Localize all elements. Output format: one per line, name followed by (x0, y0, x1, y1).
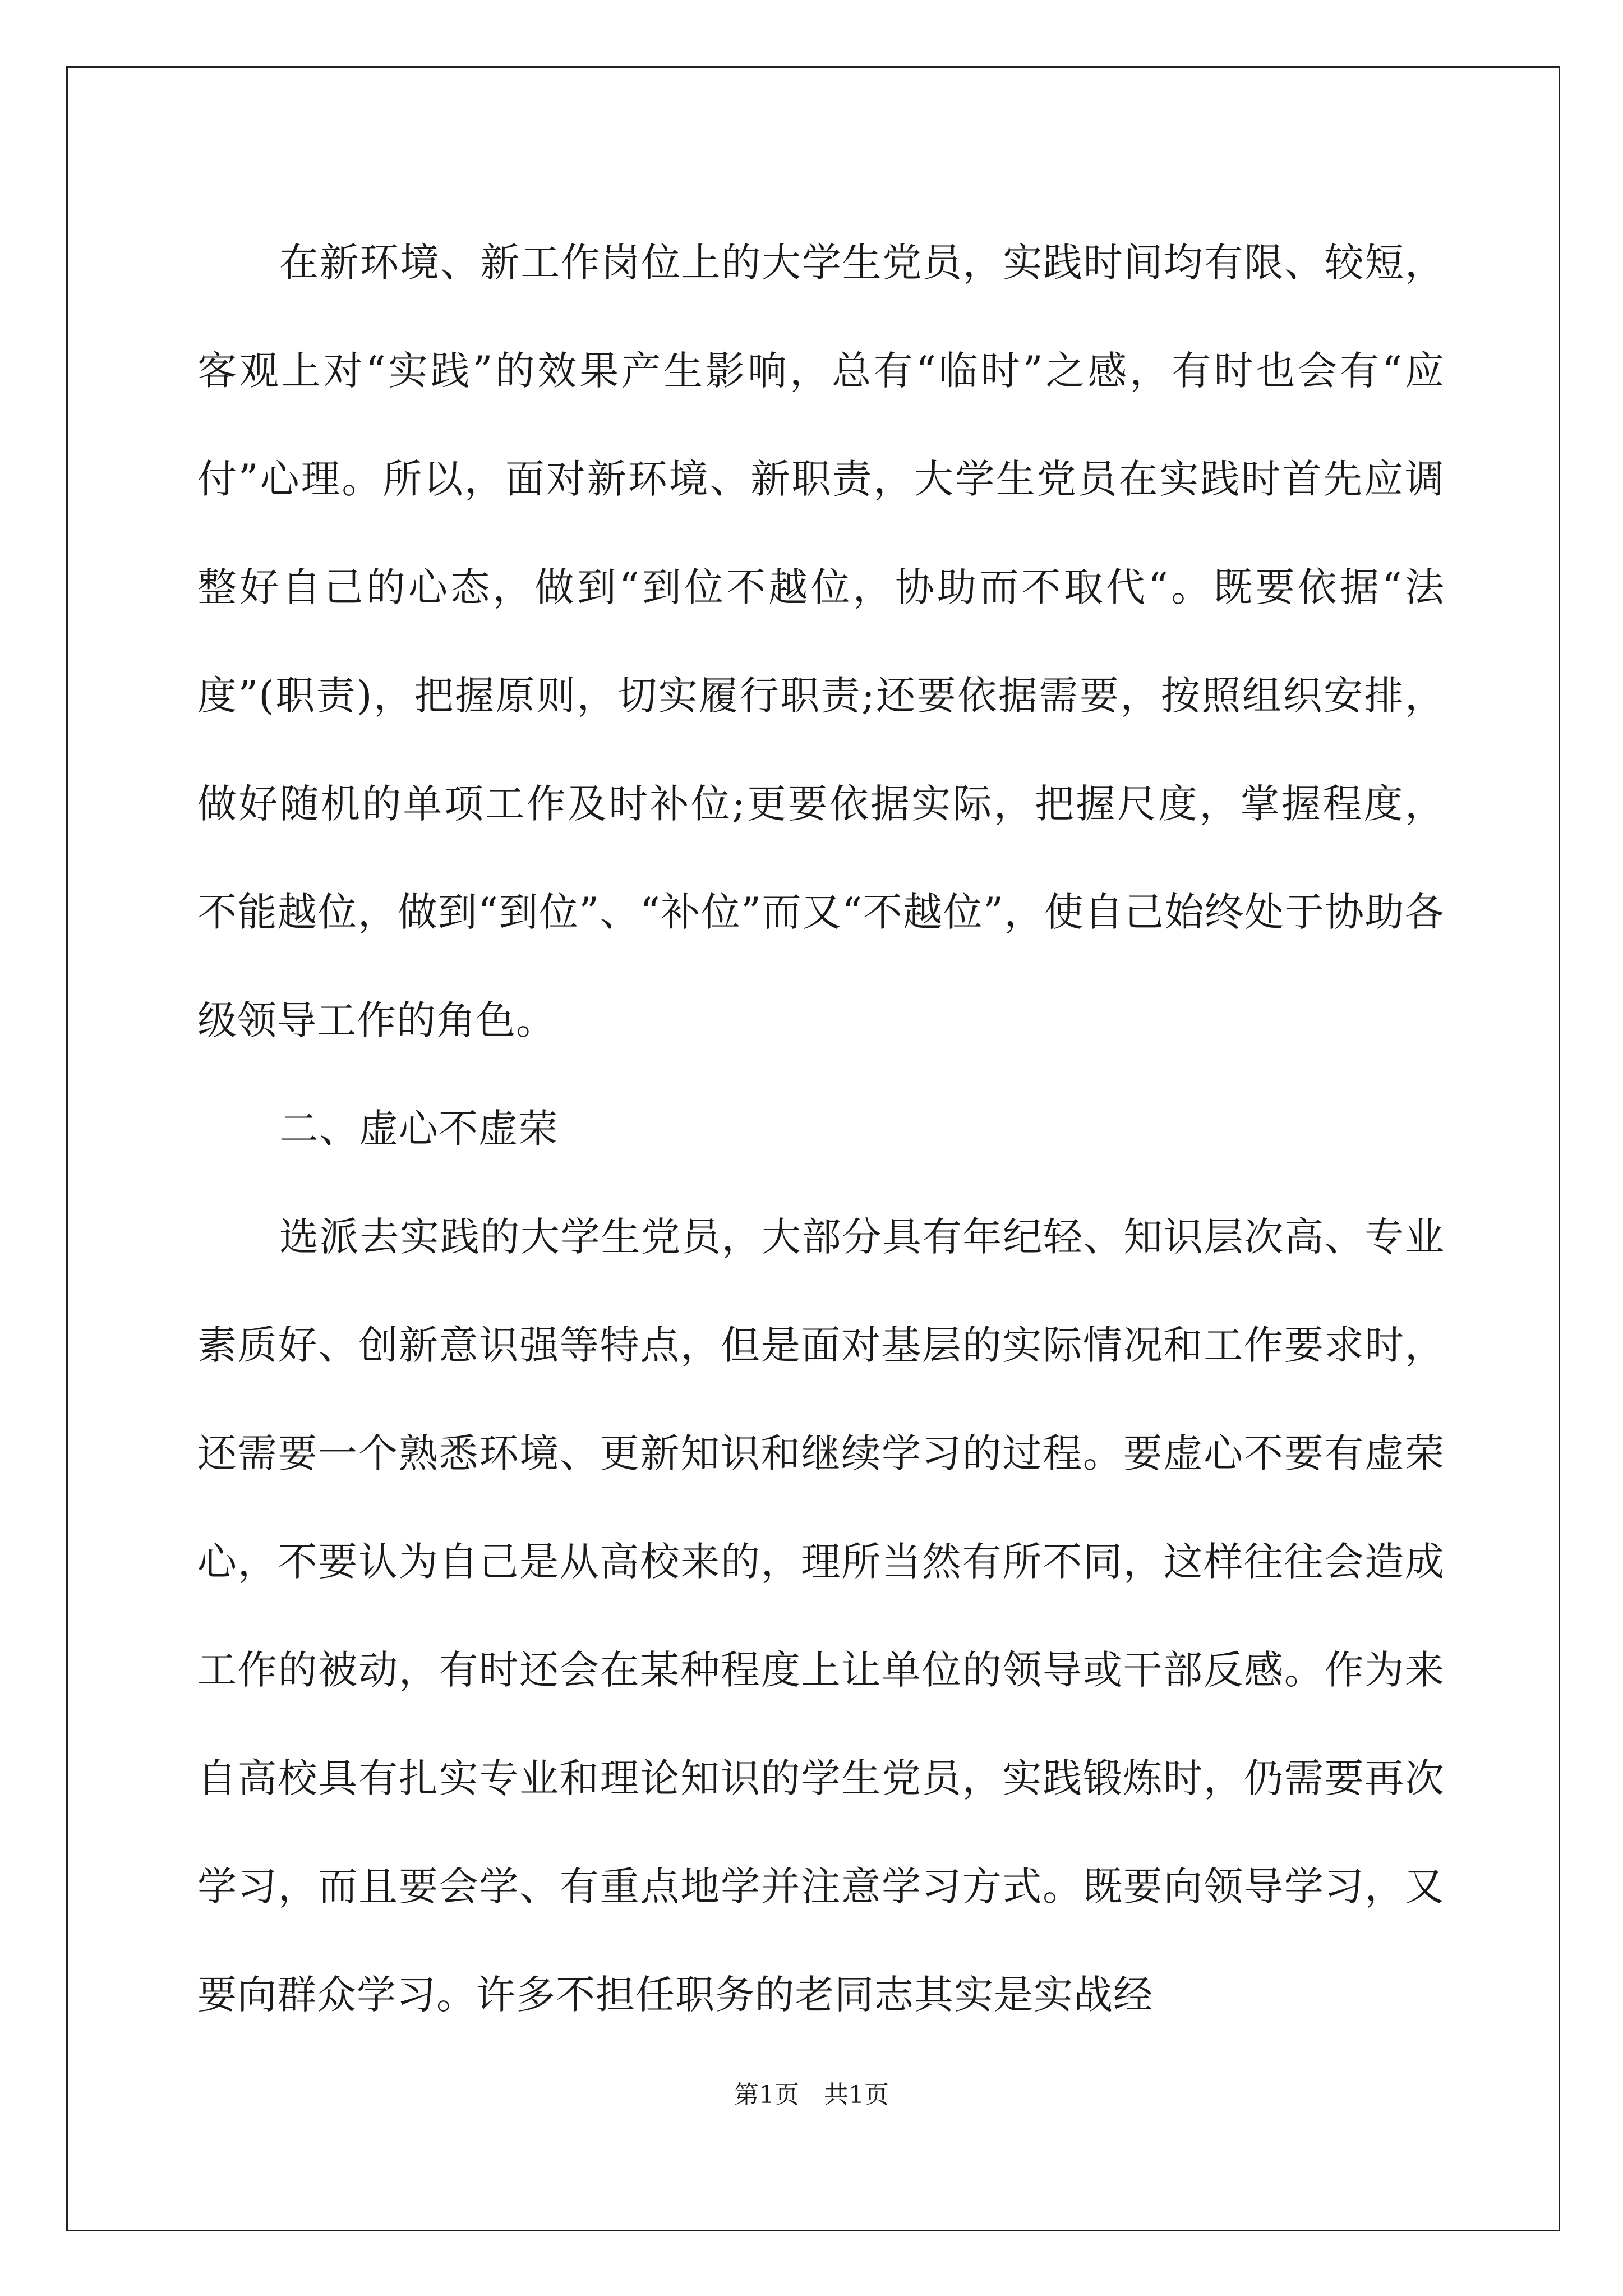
paragraph-modesty: 选派去实践的大学生党员，大部分具有年纪轻、知识层次高、专业素质好、创新意识强等特点，但是面对基层的实际情况和工作要求时，还需要一个熟悉环境、更新知识和继续学习的过程。要虚心不要有虚荣心，不要认为自己是从高校来的，理所当然有所不同，这样往往会造成工作的被动，有时还会在某种程度上让单位的领导或干部反感。作为来自高校具有扎实专业和理论知识的学生党员，实践锻炼时，仍需要再次学习，而且要会学、有重点地学并注意学习方式。既要向领导学习，又要向群众学习。许多不担任职务的老同志其实是实战经 (197, 1214, 1445, 2018)
document-body (197, 209, 1445, 2049)
paragraph-practice-role: 在新环境、新工作岗位上的大学生党员，实践时间均有限、较短，客观上对“实践”的效果产生影响，总有“临时”之感，有时也会有“应付”心理。所以，面对新环境、新职责，大学生党员在实践时首先应调整好自己的心态，做到“到位不越位，协助而不取代“。既要依据“法度”(职责)，把握原则，切实履行职责;还要依据需要，按照组织安排，做好随机的单项工作及时补位;更要依据实际，把握尺度，掌握程度，不能越位，做到“到位”、“补位”而又“不越位”，使自己始终处于协助各级领导工作的角色。 (197, 240, 1445, 1043)
page-footer: 第1页 共1页 (734, 2081, 889, 2109)
section-heading-modesty: 二、虚心不虚荣 (279, 1106, 558, 1152)
